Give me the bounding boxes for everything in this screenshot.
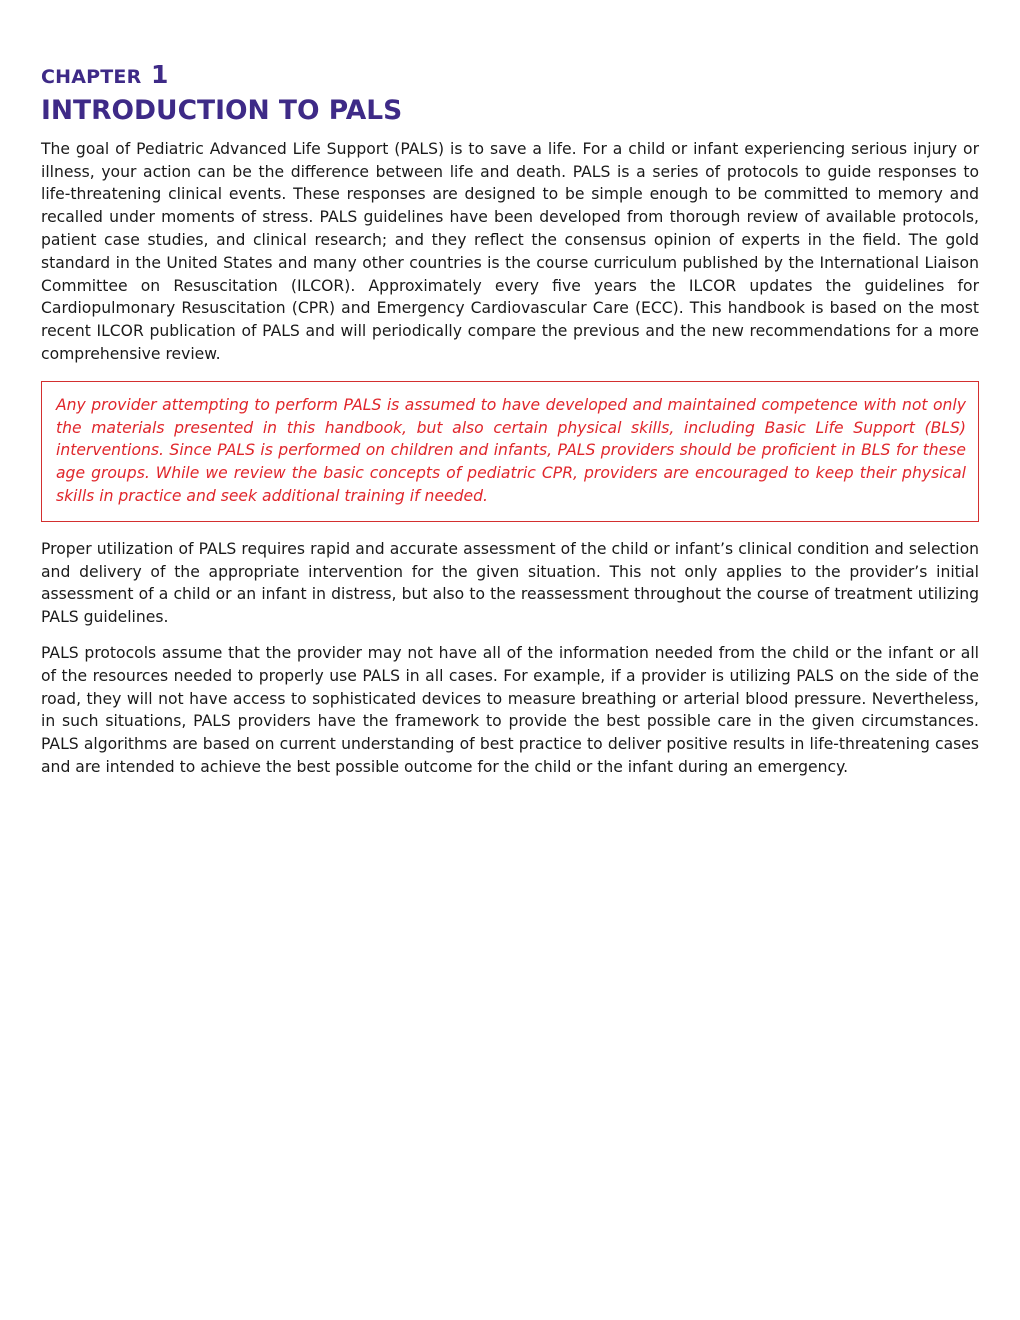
callout-box [41, 381, 979, 522]
chapter-title: INTRODUCTION TO PALS [41, 95, 403, 126]
chapter-word: CHAPTER [41, 66, 142, 88]
document-page [41, 62, 979, 779]
callout-text: Any provider attempting to perform PALS is assumed to have developed and maintained competence with not only the materials presented in this handbook, but also certain physical skills, including Basic Life Support (BLS) interventions. Since PALS is performed on children and infants, PALS providers should be proficient in BLS for these age groups. While we review the basic concepts of pediatric CPR, providers are encouraged to keep their physical skills in practice and seek additional training if needed. [56, 395, 966, 505]
assessment-paragraph: Proper utilization of PALS requires rapid and accurate assessment of the child or infant’s clinical condition and selection and delivery of the appropriate intervention for the given situation. This not only applies to the provider’s initial assessment of a child or an infant in distress, but also to the reassessment throughout the course of treatment utilizing PALS guidelines. [41, 539, 979, 627]
protocols-paragraph: PALS protocols assume that the provider may not have all of the information needed from the child or the infant or all of the resources needed to properly use PALS in all cases. For example, if a provider is utilizing PALS on the side of the road, they will not have access to sophisticated devices to measure breathing or arterial blood pressure. Nevertheless, in such situations, PALS providers have the framework to provide the best possible care in the given circumstances. PALS algorithms are based on current understanding of best practice to deliver positive results in life-threatening cases and are intended to achieve the best possible outcome for the child or the infant during an emergency. [41, 643, 979, 776]
intro-paragraph: The goal of Pediatric Advanced Life Support (PALS) is to save a life. For a child or infant experiencing serious injury or illness, your action can be the difference between life and death. PALS is a series of protocols to guide responses to life-threatening clinical events. These responses are designed to be simple enough to be committed to memory and recalled under moments of stress. PALS guidelines have been developed from thorough review of available protocols, patient case studies, and clinical research; and they reflect the consensus opinion of experts in the field. The gold standard in the United States and many other countries is the course curriculum published by the International Liaison Committee on Resuscitation (ILCOR). Approximately every five years the ILCOR updates the guidelines for Cardiopulmonary Resuscitation (CPR) and Emergency Cardiovascular Care (ECC). This handbook is based on the most recent ILCOR publication of PALS and will periodically compare the previous and the new recommendations for a more comprehensive review. [41, 139, 979, 363]
chapter-label [41, 62, 979, 87]
chapter-number: 1 [151, 60, 169, 89]
